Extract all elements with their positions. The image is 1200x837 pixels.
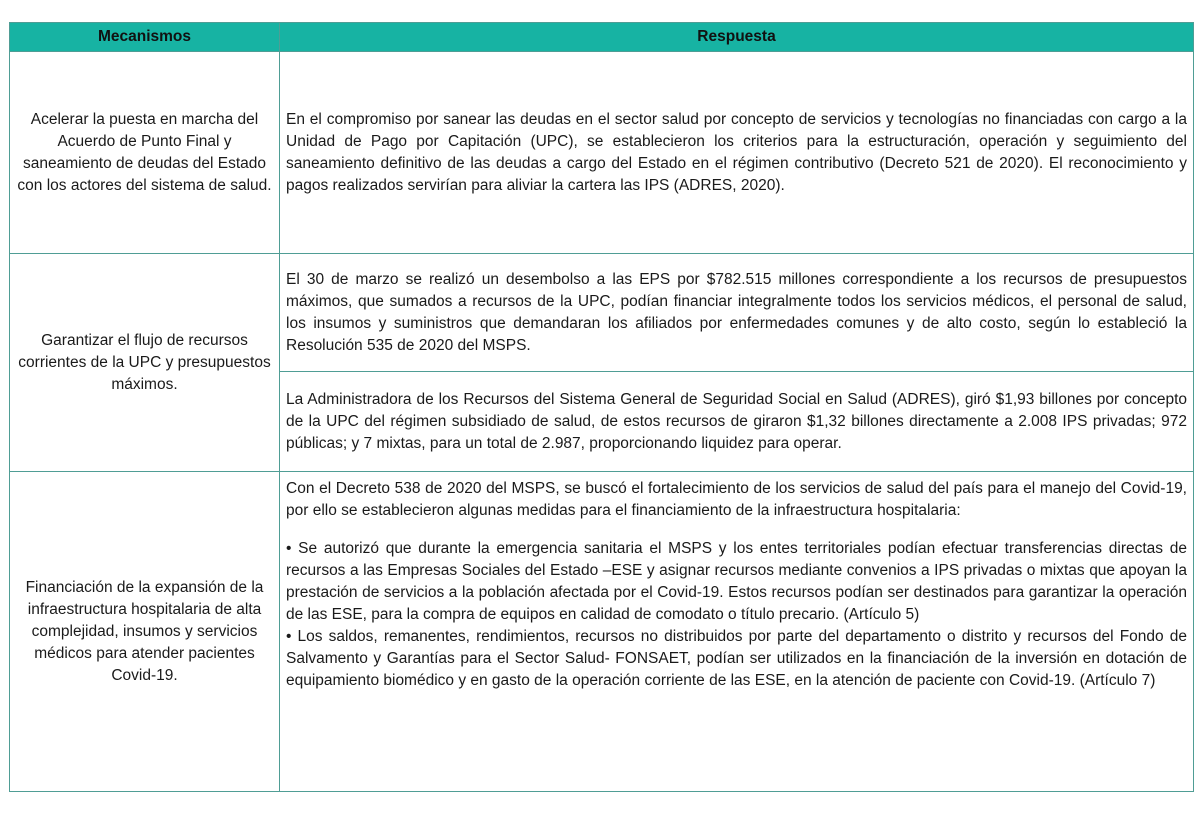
table-row [10, 472, 1194, 792]
response-bullet: • Los saldos, remanentes, rendimientos, recursos no distribuidos por parte del departamento o distrito y recursos del Fondo de Salvamento y Garantías para el Sector Salud- FONSAET, podían ser utilizados en la financiación de la inversión en dotación de equipamiento biomédico y en gasto de la operación corriente de las ESE, en la atención de paciente con Covid-19. (Artículo 7) [286, 628, 1187, 689]
response-cell [280, 472, 1194, 792]
response-bullet: • Se autorizó que durante la emergencia sanitaria el MSPS y los entes territoriales podían efectuar transferencias directas de recursos a las Empresas Sociales del Estado –ESE y asignar recursos mediante convenios a IPS privadas o mixtas que apoyan la prestación de servicios a la población afectada por el Covid-19. Estos recursos podían ser destinados para garantizar la operación de las ESE, para la compra de equipos en calidad de comodato o título precario. (Artículo 5) [286, 540, 1187, 623]
mechanism-cell: Garantizar el flujo de recursos corrientes de la UPC y presupuestos máximos. [10, 254, 280, 472]
mechanism-cell: Financiación de la expansión de la infraestructura hospitalaria de alta complejidad, insumos y servicios médicos para atender pacientes Covid-19. [10, 472, 280, 792]
response-cell: En el compromiso por sanear las deudas en el sector salud por concepto de servicios y tecnologías no financiadas con cargo a la Unidad de Pago por Capitación (UPC), se establecieron los criterios para la estructuración, operación y seguimiento del saneamiento definitivo de las deudas a cargo del Estado en el régimen contributivo (Decreto 521 de 2020). El reconocimiento y pagos realizados servirían para aliviar la cartera las IPS (ADRES, 2020). [280, 52, 1194, 254]
table-row [10, 254, 1194, 372]
response-cell: La Administradora de los Recursos del Sistema General de Seguridad Social en Salud (ADRES), giró $1,93 billones por concepto de la UPC del régimen subsidiado de salud, de estos recursos de giraron $1,32 billones directamente a 2.008 IPS privadas; 972 públicas; y 7 mixtas, para un total de 2.987, proporcionando liquidez para operar. [280, 372, 1194, 472]
mechanisms-table [9, 22, 1194, 792]
response-cell: El 30 de marzo se realizó un desembolso a las EPS por $782.515 millones correspondiente a los recursos de presupuestos máximos, que sumados a recursos de la UPC, podían financiar integralmente todos los servicios médicos, el personal de salud, los insumos y suministros que demandaran los afiliados por enfermedades comunes y de alto costo, según lo estableció la Resolución 535 de 2020 del MSPS. [280, 254, 1194, 372]
mechanism-cell: Acelerar la puesta en marcha del Acuerdo de Punto Final y saneamiento de deudas del Estado con los actores del sistema de salud. [10, 52, 280, 254]
header-respuesta: Respuesta [280, 23, 1194, 52]
response-intro: Con el Decreto 538 de 2020 del MSPS, se buscó el fortalecimiento de los servicios de salud del país para el manejo del Covid-19, por ello se establecieron algunas medidas para el financiamiento de la infraestructura hospitalaria: [286, 480, 1187, 519]
header-mecanismos: Mecanismos [10, 23, 280, 52]
table-row [10, 52, 1194, 254]
table-header-row [10, 23, 1194, 52]
